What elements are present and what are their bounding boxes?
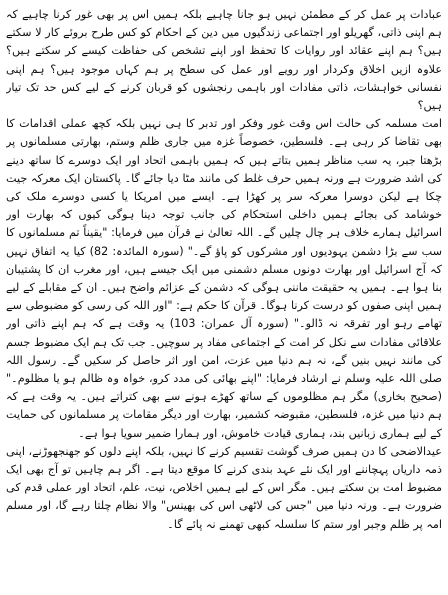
article-page [6,6,442,589]
article-paragraph-3: عیدالاضحی کا دن ہمیں صرف گوشت تقسیم کرنے کا نہیں، بلکہ اپنے دلوں کو جھنجھوڑنے، اپنی ذمہ داریاں پہچاننے اور ایک نئے عہد بندی کرنے کا موقع دیتا ہے۔ اگر ہم چاہیں تو آج بھی ایک مضبوط امت بن سکتے ہیں۔ مگر اس کے لیے ہمیں اخلاص، نیت، علم، اتحاد اور عملی قدم کی ضرورت ہے۔ ورنہ دنیا میں "جس کی لاٹھی اس کی بھینس" والا نظام چلتا رہے گا، اور مسلم امہ پر ظلم وجبر اور ستم کا سلسلہ کبھی تھمنے نہ پائے گا۔ [6,444,442,531]
article-paragraph-2: امت مسلمہ کی حالت اس وقت غور وفکر اور تدبر کا ہی نہیں بلکہ کچھ عملی اقدامات کا بھی تقاضا کر رہی ہے۔ فلسطین، خصوصاً غزہ میں جاری ظلم وستم، بھارتی مسلمانوں پر بڑھتا جبر، یہ سب مناظر ہمیں بتاتے ہیں کہ ہمیں باہمی اتحاد اور ایک دوسرے کا ساتھ دینے کی اشد ضرورت ہے ورنہ ہمیں حرف غلط کی مانند مٹا دیا جائے گا۔ پاکستان ایک معرکہ جیت چکا ہے لیکن دوسرا معرکہ سر پر کھڑا ہے۔ ایسے میں امریکا یا کسی دوسرے ملک کی خوشامد کی بجائے ہمیں داخلی استحکام کی جانب توجہ دینا ہوگی کیوں کہ بھارت اور اسرائیل ہمارے خلاف ہر چال چلیں گے۔ اللہ تعالیٰ نے قرآن میں فرمایا: "یقیناً تم مسلمانوں کا سب سے بڑا دشمن یہودیوں اور مشرکوں کو پاؤ گے۔" (سورہ المائدہ: 82) کیا یہ اتفاق نہیں کہ آج اسرائیل اور بھارت دونوں مسلم دشمنی میں ایک جیسے ہیں، اور مغرب ان کا پشتیبان بنا ہوا ہے۔ ہمیں یہ حقیقت ماننی ہوگی کہ دشمن کے عزائم واضح ہیں۔ ان کے مقابلے کے لیے ہمیں اپنی صفوں کو درست کرنا ہوگا۔ قرآن کا حکم ہے: "اور اللہ کی رسی کو مضبوطی سے تھامے رہو اور تفرقہ نہ ڈالو۔" (سورہ آل عمران: 103) یہ وقت ہے کہ ہم اپنے ذاتی اور علاقائی مفادات سے نکل کر امت کے اجتماعی مفاد پر سوچیں۔ جب تک ہم ایک مضبوط جسم کی مانند نہیں بنیں گے، نہ ہم دنیا میں عزت، امن اور اثر حاصل کر سکیں گے۔ رسول اللہ صلی اللہ علیہ وسلم نے ارشاد فرمایا: "اپنے بھائی کی مدد کرو، خواہ وہ ظالم ہو یا مظلوم۔" (صحیح بخاری) مگر ہم مظلوموں کے ساتھ کھڑے ہونے سے بھی کتراتے ہیں۔ یہ وقت ہے کہ ہم دنیا میں غزہ، فلسطین، مقبوضہ کشمیر، بھارت اور دیگر مقامات پر مسلمانوں کی حمایت کے لیے ہماری زبانیں بند، ہماری قیادت خاموش، اور ہمارا ضمیر سویا ہوا ہے۔ [6,117,442,440]
article-paragraph-1: عبادات پر عمل کر کے مطمئن نہیں ہو جانا چاہیے بلکہ ہمیں اس پر بھی غور کرنا چاہیے کہ ہم اپنی ذاتی، گھریلو اور اجتماعی زندگیوں میں دین کے احکام کو کس طرح بروئے کار لا سکتے ہیں؟ ہم اپنے عقائد اور روایات کا تحفظ اور اپنے تشخص کی حفاظت کیسے کر سکتے ہیں؟ علاوہ ازیں اخلاق وکردار اور رویے اور عمل کی سطح پر ہم کہاں موجود ہیں؟ ہم اپنی نفسانی خواہشات، ذاتی مفادات اور باہمی رنجشوں کو قربان کرنے کے لیے کس حد تک تیار ہیں؟ [6,8,442,113]
